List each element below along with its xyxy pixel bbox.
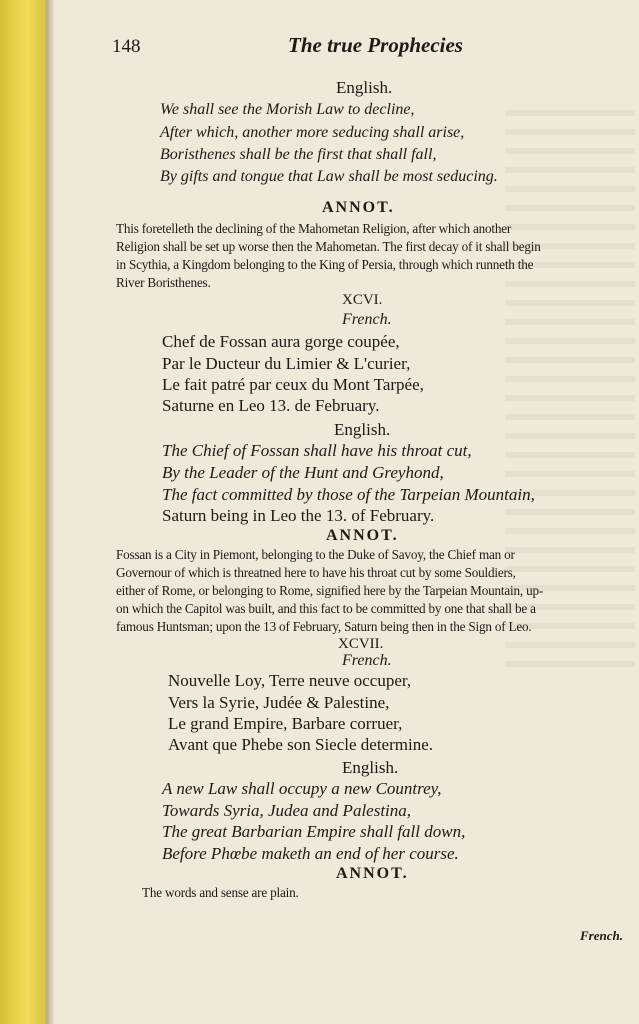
annot-line: famous Huntsman; upon the 13 of February, Saturn being then in the Sign of Leo. (116, 619, 532, 634)
annot-line: Religion shall be set up worse then the Mahometan. The first decay of it shall begin (116, 239, 541, 254)
catchword: French. (580, 928, 623, 943)
annot-line: The words and sense are plain. (142, 885, 299, 900)
annot-heading: ANNOT. (336, 865, 409, 882)
verse-line: The Chief of Fossan shall have his throat cut, (162, 441, 472, 460)
annot-heading: ANNOT. (322, 199, 395, 216)
english-heading: English. (342, 758, 399, 777)
verse-line: Le grand Empire, Barbare corruer, (168, 714, 403, 733)
verse-line: After which, another more seducing shall arise, (160, 124, 465, 141)
annot-line: Fossan is a City in Piemont, belonging to the Duke of Savoy, the Chief man or (116, 547, 515, 562)
book-page (54, 0, 639, 1024)
annot-line: on which the Capitol was built, and this fact to be committed by one that shall be a (116, 601, 536, 616)
verse-line: Nouvelle Loy, Terre neuve occuper, (168, 671, 412, 690)
verse-line: Par le Ducteur du Limier & L'curier, (162, 354, 411, 373)
quatrain-number: XCVII. (338, 636, 384, 652)
verse-line: Chef de Fossan aura gorge coupée, (162, 332, 400, 351)
french-heading: French. (342, 652, 392, 669)
annot-line: in Scythia, a Kingdom belonging to the King of Persia, through which runneth the (116, 257, 534, 272)
verse-line: Towards Syria, Judea and Palestina, (162, 801, 412, 820)
verse-line: Saturne en Leo 13. de February. (162, 396, 380, 415)
verse-line: Before Phœbe maketh an end of her course. (162, 844, 459, 863)
verse-line: We shall see the Morish Law to decline, (160, 101, 415, 118)
annot-line: Governour of which is threatned here to have his throat cut by some Souldiers, (116, 565, 516, 580)
verse-line: By gifts and tongue that Law shall be most seducing. (160, 168, 498, 185)
page-number: 148 (112, 36, 141, 57)
annot-line: either of Rome, or belonging to Rome, signified here by the Tarpeian Mountain, up- (116, 583, 544, 598)
english-heading: English. (334, 420, 391, 439)
verse-line: By the Leader of the Hunt and Greyhond, (162, 463, 444, 482)
verse-line: Vers la Syrie, Judée & Palestine, (168, 693, 390, 712)
running-title: The true Prophecies (288, 33, 463, 57)
verse-line: Boristhenes shall be the first that shall fall, (160, 146, 437, 163)
gutter-shadow (46, 0, 54, 1024)
verse-line: A new Law shall occupy a new Countrey, (162, 779, 442, 798)
french-heading: French. (342, 311, 392, 328)
verse-line: Le fait patré par ceux du Mont Tarpée, (162, 375, 424, 394)
quatrain-number: XCVI. (342, 292, 383, 308)
annot-line: This foretelleth the declining of the Mahometan Religion, after which another (116, 221, 512, 236)
verse-line: The fact committed by those of the Tarpeian Mountain, (162, 485, 535, 504)
verse-line: Saturn being in Leo the 13. of February. (162, 506, 435, 525)
verse-line: The great Barbarian Empire shall fall down, (162, 822, 466, 841)
annot-line: River Boristhenes. (116, 275, 211, 290)
annot-heading: ANNOT. (326, 527, 399, 544)
verse-line: Avant que Phebe son Siecle determine. (168, 735, 433, 754)
page-edge-gilt (0, 0, 46, 1024)
english-heading: English. (336, 78, 393, 97)
